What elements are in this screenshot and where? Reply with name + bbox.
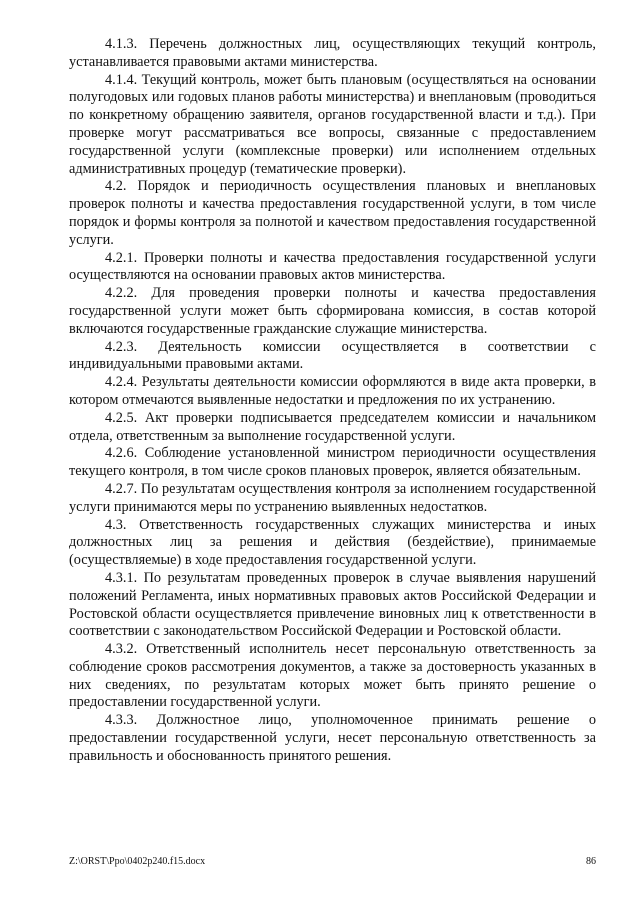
paragraph-4-2-2: 4.2.2. Для проведения проверки полноты и качества предоставления государственной услуги может быть сформирована комиссия, в состав которой включаются государственные гражданские служащие министерства. (69, 285, 596, 337)
paragraph-4-2-4: 4.2.4. Результаты деятельности комиссии оформляются в виде акта проверки, в котором отмечаются выявленные недостатки и предложения по их устранению. (69, 374, 596, 408)
page-footer (69, 856, 596, 868)
paragraph-4-2-5: 4.2.5. Акт проверки подписывается председателем комиссии и начальником отдела, ответственным за выполнение государственной услуги. (69, 409, 596, 444)
paragraph-4-2-6: 4.2.6. Соблюдение установленной министром периодичности осуществления текущего контроля, в том числе сроков плановых проверок, является обязательным. (69, 445, 596, 480)
paragraph-4-3: 4.3. Ответственность государственных служащих министерства и иных должностных лиц за решения и действия (бездействие), принимаемые (осуществляемые) в ходе предоставления государственной услуги. (69, 516, 596, 569)
paragraph-4-2: 4.2. Порядок и периодичность осуществления плановых и внеплановых проверок полноты и качества предоставления государственной услуги, в том числе порядок и формы контроля за полнотой и качеством предоставления государственной услуги. (69, 178, 596, 248)
paragraph-4-1-4: 4.1.4. Текущий контроль, может быть плановым (осуществляться на основании полугодовых или годовых планов работы министерства) и внеплановым (проводиться по конкретному обращению заявителя, органов государственной власти и т.д.). При проверке могут рассматриваться все вопросы, связанные с предоставлением государственной услуги (комплексные проверки) или исполнением отдельных административных процедур (тематические проверки). (69, 71, 596, 177)
footer-file-path: Z:\ORST\Ppo\0402p240.f15.docx (69, 856, 206, 867)
paragraph-4-1-3: 4.1.3. Перечень должностных лиц, осуществляющих текущий контроль, устанавливается правовыми актами министерства. (69, 36, 596, 70)
paragraph-4-2-3: 4.2.3. Деятельность комиссии осуществляется в соответствии с индивидуальными правовыми актами. (69, 338, 596, 373)
paragraph-4-3-2: 4.3.2. Ответственный исполнитель несет персональную ответственность за соблюдение сроков рассмотрения документов, а также за достоверность указанных в них сведениях, по результатам которых может быть принято решение о предоставлении государственной услуги. (69, 641, 596, 711)
paragraph-4-3-1: 4.3.1. По результатам проведенных проверок в случае выявления нарушений положений Регламента, иных нормативных правовых актов Российской Федерации и Ростовской области осуществляется привлечение виновных лиц к ответственности в соответствии с законодательством Российской Федерации и Ростовской области. (69, 569, 596, 640)
paragraph-4-2-1: 4.2.1. Проверки полноты и качества предоставления государственной услуги осуществляются на основании правовых актов министерства. (69, 249, 596, 284)
footer-page-number: 86 (586, 856, 596, 867)
paragraph-4-3-3: 4.3.3. Должностное лицо, уполномоченное принимать решение о предоставлении государственной услуги, несет персональную ответственность за правильность и обоснованность принятого решения. (69, 712, 596, 764)
document-page (69, 36, 596, 766)
paragraph-4-2-7: 4.2.7. По результатам осуществления контроля за исполнением государственной услуги принимаются меры по устранению выявленных недостатков. (69, 480, 596, 515)
